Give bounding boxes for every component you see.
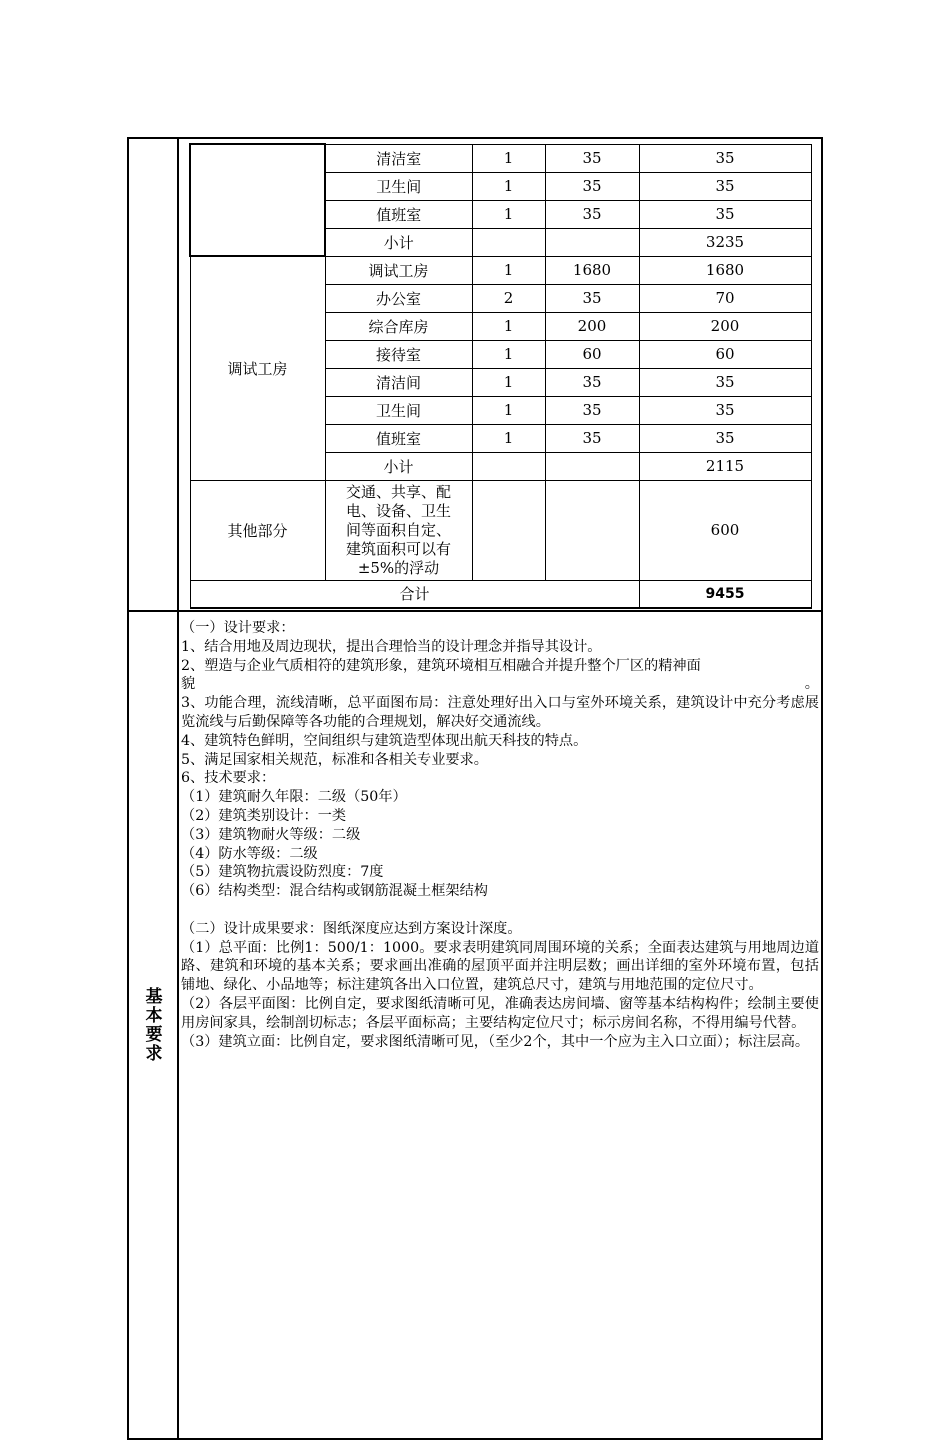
room-area: 35 <box>545 144 639 172</box>
req-line: （3）建筑物耐火等级：二级 <box>181 826 361 843</box>
req-line: （二）设计成果要求：图纸深度应达到方案设计深度。 <box>181 920 522 937</box>
room-area: 35 <box>545 368 639 396</box>
table-row <box>190 144 811 172</box>
room-total: 1680 <box>639 256 811 284</box>
other-total: 600 <box>639 480 811 580</box>
req-line-end: 。 <box>804 676 819 693</box>
other-note-line: 间等面积自定、 <box>345 520 451 539</box>
req-line: （6）结构类型：混合结构或钢筋混凝土框架结构 <box>181 883 488 900</box>
room-area: 200 <box>545 312 639 340</box>
other-count <box>472 480 545 580</box>
room-name: 值班室 <box>325 424 472 452</box>
room-name: 接待室 <box>325 340 472 368</box>
room-total: 3235 <box>639 228 811 256</box>
other-area <box>545 480 639 580</box>
room-count: 1 <box>472 144 545 172</box>
room-area: 35 <box>545 396 639 424</box>
group2-label: 调试工房 <box>190 256 325 480</box>
sum-total: 9455 <box>639 580 811 608</box>
req-line: （4）防水等级：二级 <box>181 845 318 862</box>
room-count: 1 <box>472 368 545 396</box>
room-area: 1680 <box>545 256 639 284</box>
room-total: 2115 <box>639 452 811 480</box>
req-line: （5）建筑物抗震设防烈度：7度 <box>181 864 384 881</box>
room-name: 调试工房 <box>325 256 472 284</box>
room-name: 小计 <box>325 228 472 256</box>
room-name: 综合库房 <box>325 312 472 340</box>
room-area <box>545 228 639 256</box>
other-label: 其他部分 <box>190 480 325 580</box>
room-count: 1 <box>472 396 545 424</box>
room-count: 1 <box>472 172 545 200</box>
table-row <box>190 480 811 580</box>
other-note-line: 建筑面积可以有 <box>345 539 451 558</box>
frame-divider-vertical <box>177 139 179 1438</box>
room-area: 35 <box>545 172 639 200</box>
room-count: 1 <box>472 256 545 284</box>
room-count: 1 <box>472 424 545 452</box>
req-line: 6、技术要求： <box>181 770 276 787</box>
other-note-line: ±5%的浮动 <box>357 558 440 577</box>
req-line: 2、塑造与企业气质相符的建筑形象，建筑环境相互相融合并提升整个厂区的精神面 <box>181 657 701 674</box>
area-table <box>189 143 812 609</box>
req-line <box>181 675 819 694</box>
room-area: 35 <box>545 424 639 452</box>
req-line: （2）各层平面图：比例自定，要求图纸清晰可见，准确表达房间墙、窗等基本结构构件；绘制主要使用房间家具，绘制剖切标志；各层平面标高；主要结构定位尺寸；标示房间名称，不得用编号代替。 <box>181 995 819 1031</box>
room-count <box>472 228 545 256</box>
req-line-start: 貌 <box>181 676 196 693</box>
other-note-line: 交通、共享、配 <box>345 482 451 501</box>
room-area: 60 <box>545 340 639 368</box>
room-total: 35 <box>639 172 811 200</box>
frame-divider-horizontal <box>129 610 821 612</box>
room-total: 35 <box>639 424 811 452</box>
room-name: 小计 <box>325 452 472 480</box>
room-count <box>472 452 545 480</box>
room-name: 清洁室 <box>325 144 472 172</box>
req-line: （一）设计要求： <box>181 620 295 636</box>
room-name: 清洁间 <box>325 368 472 396</box>
req-line: （2）建筑类别设计：一类 <box>181 807 347 824</box>
requirements-text <box>181 619 819 1051</box>
req-line: （1）建筑耐久年限：二级（50年） <box>181 789 407 806</box>
group1-cell <box>190 144 325 256</box>
room-total: 35 <box>639 200 811 228</box>
room-count: 1 <box>472 340 545 368</box>
room-area: 35 <box>545 284 639 312</box>
room-total: 200 <box>639 312 811 340</box>
room-area: 35 <box>545 200 639 228</box>
sum-label: 合计 <box>190 580 639 608</box>
room-total: 70 <box>639 284 811 312</box>
room-name: 卫生间 <box>325 172 472 200</box>
room-total: 35 <box>639 396 811 424</box>
req-line: 1、结合用地及周边现状，提出合理恰当的设计理念并指导其设计。 <box>181 638 602 655</box>
other-note-line: 电、设备、卫生 <box>345 501 451 520</box>
room-name: 值班室 <box>325 200 472 228</box>
req-line: 5、满足国家相关规范，标准和各相关专业要求。 <box>181 751 488 768</box>
section-label <box>129 610 175 1439</box>
room-name: 卫生间 <box>325 396 472 424</box>
room-area <box>545 452 639 480</box>
table-row <box>190 256 811 284</box>
req-line: 4、建筑特色鲜明，空间组织与建筑造型体现出航天科技的特点。 <box>181 732 588 749</box>
section-label-text: 基本要求 <box>141 986 162 1063</box>
other-note <box>325 480 472 580</box>
table-row <box>190 580 811 608</box>
room-total: 60 <box>639 340 811 368</box>
room-name: 办公室 <box>325 284 472 312</box>
req-line: （1）总平面：比例1：500/1：1000。要求表明建筑同周围环境的关系；全面表达建筑与用地周边道路、建筑和环境的基本关系；要求画出准确的屋顶平面并注明层数；画出详细的室外环境布置，包括铺地、绿化、小品地等；标注建筑各出入口位置，建筑总尺寸，建筑与用地范围的定位尺寸。 <box>181 939 819 994</box>
room-total: 35 <box>639 368 811 396</box>
room-count: 1 <box>472 200 545 228</box>
req-line: （3）建筑立面：比例自定，要求图纸清晰可见，（至少2个，其中一个应为主入口立面）；标注层高。 <box>181 1033 810 1050</box>
spacer <box>181 901 819 920</box>
room-count: 1 <box>472 312 545 340</box>
req-line: 3、功能合理，流线清晰，总平面图布局：注意处理好出入口与室外环境关系，建筑设计中充分考虑展览流线与后勤保障等各功能的合理规划，解决好交通流线。 <box>181 695 819 730</box>
room-count: 2 <box>472 284 545 312</box>
room-total: 35 <box>639 144 811 172</box>
